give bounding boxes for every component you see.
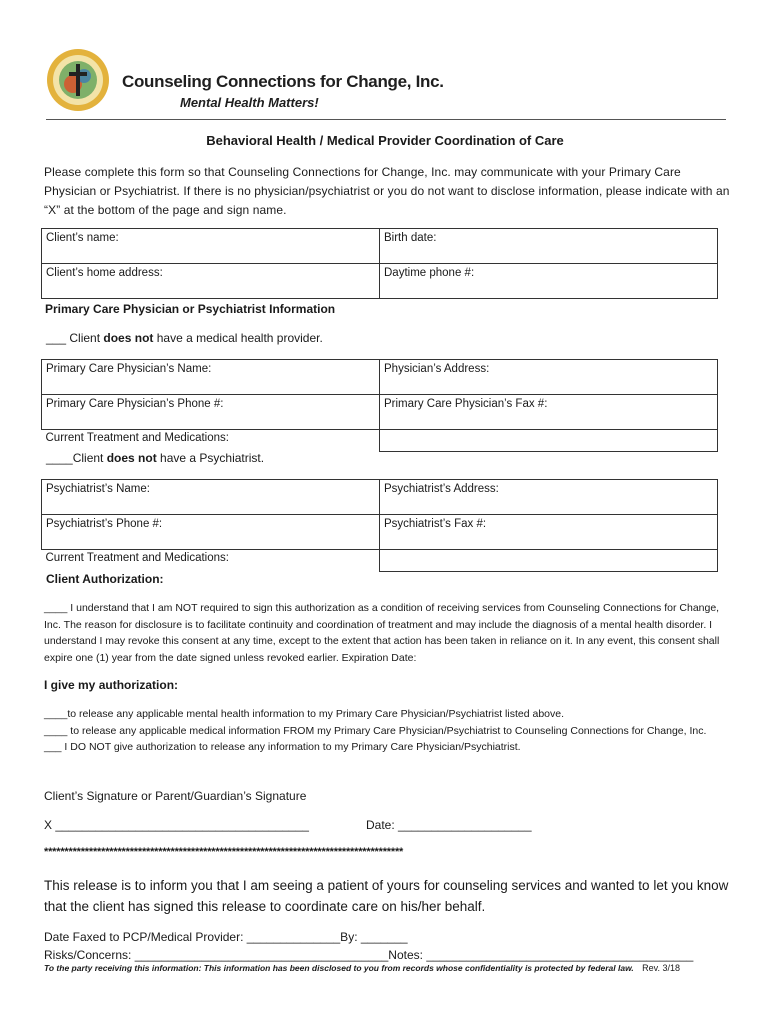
section-separator: **************************************************************************************** xyxy=(44,846,404,858)
risks-notes-line[interactable]: Risks/Concerns: ______________________________________Notes: ________________________________________ xyxy=(44,948,694,962)
no-provider-blank[interactable]: ___ xyxy=(46,331,67,345)
form-title: Behavioral Health / Medical Provider Coordination of Care xyxy=(206,133,564,148)
no-psychiatrist-blank[interactable]: ____ xyxy=(46,451,73,465)
psychiatrist-name-field[interactable]: Psychiatrist’s Name: xyxy=(42,480,380,515)
daytime-phone-field[interactable]: Daytime phone #: xyxy=(380,264,718,299)
psychiatrist-treatment-field[interactable]: Current Treatment and Medications: xyxy=(45,552,229,564)
organization-tagline: Mental Health Matters! xyxy=(180,95,319,110)
authorization-title: Client Authorization: xyxy=(46,572,164,586)
psychiatrist-address-field[interactable]: Psychiatrist’s Address: xyxy=(380,480,718,515)
pcp-section-title: Primary Care Physician or Psychiatrist Information xyxy=(45,302,336,316)
header-divider xyxy=(46,119,726,120)
signature-line[interactable]: X ______________________________________ xyxy=(44,818,309,832)
date-faxed-line[interactable]: Date Faxed to PCP/Medical Provider: ______________By: _______ xyxy=(44,930,408,944)
authorization-text: ____ I understand that I am NOT required to sign this authorization as a condition of receiving services from Counseling Connections for Change, Inc. The reason for disclosure is to facilitate continuity and coordination of treatment and may include the diagnosis of a mental health disorder. I understand I may revoke this consent at any time, except to the extent that action has been taken in reliance on it. In any event, this consent shall expire one (1) year from the date signed unless revoked earlier. Expiration Date: xyxy=(44,602,720,664)
birth-date-field[interactable]: Birth date: xyxy=(380,229,718,264)
no-provider-line: ___ Client does not have a medical health provider. xyxy=(46,331,323,345)
release-statement: This release is to inform you that I am seeing a patient of yours for counseling services and wanted to let you know that the client has signed this release to coordinate care on his/her behalf. xyxy=(44,878,729,914)
psychiatrist-table xyxy=(41,479,718,572)
psychiatrist-phone-field[interactable]: Psychiatrist’s Phone #: xyxy=(42,515,380,550)
pcp-phone-field[interactable]: Primary Care Physician’s Phone #: xyxy=(42,395,380,430)
option-no-authorization[interactable]: ___ I DO NOT give authorization to release any information to my Primary Care Physician/Psychiatrist. xyxy=(44,741,521,753)
psychiatrist-treatment-cell[interactable] xyxy=(380,550,718,572)
fax-info xyxy=(44,928,693,964)
option-release-medical[interactable]: ____ to release any applicable medical information FROM my Primary Care Physician/Psychiatrist to Counseling Connections for Change, Inc. xyxy=(44,724,707,737)
pcp-name-field[interactable]: Primary Care Physician’s Name: xyxy=(42,360,380,395)
pcp-fax-field[interactable]: Primary Care Physician’s Fax #: xyxy=(380,395,718,430)
authorization-options xyxy=(44,706,734,756)
organization-logo xyxy=(46,48,110,112)
pcp-table xyxy=(41,359,718,452)
organization-name: Counseling Connections for Change, Inc. xyxy=(122,72,444,91)
client-info-table xyxy=(41,228,718,299)
revision-label: Rev. 3/18 xyxy=(642,963,680,973)
give-authorization-title: I give my authorization: xyxy=(44,678,179,692)
psychiatrist-fax-field[interactable]: Psychiatrist’s Fax #: xyxy=(380,515,718,550)
no-psychiatrist-line: ____Client does not have a Psychiatrist. xyxy=(46,451,265,465)
form-intro: Please complete this form so that Counseling Connections for Change, Inc. may communicate with your Primary Care Physician or Psychiatrist. If there is no physician/psychiatrist or you do not want to disclose information, please indicate with an “X” at the bottom of the page and sign name. xyxy=(44,165,730,217)
signature-label: Client’s Signature or Parent/Guardian’s Signature xyxy=(44,789,307,803)
pcp-treatment-field[interactable]: Current Treatment and Medications: xyxy=(45,432,229,444)
pcp-address-field[interactable]: Physician’s Address: xyxy=(380,360,718,395)
confidentiality-disclaimer: To the party receiving this information: This information has been disclosed to you from records whose confidentiality is protected by federal law. Rev. 3/18 xyxy=(44,963,680,973)
client-name-field[interactable]: Client’s name: xyxy=(42,229,380,264)
pcp-treatment-cell[interactable] xyxy=(380,430,718,452)
home-address-field[interactable]: Client’s home address: xyxy=(42,264,380,299)
option-release-mental-health[interactable]: ____to release any applicable mental health information to my Primary Care Physician/Psychiatrist listed above. xyxy=(44,708,565,720)
signature-date-line[interactable]: Date: ____________________ xyxy=(366,818,532,832)
